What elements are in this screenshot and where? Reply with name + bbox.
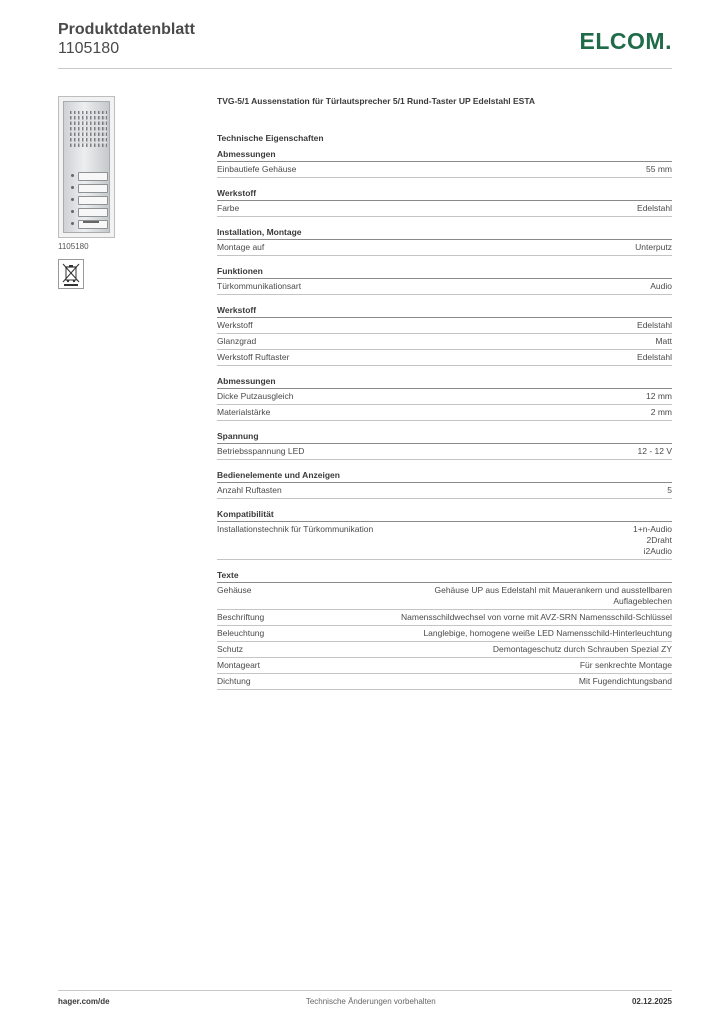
- texte-value: Demontageschutz durch Schrauben Spezial ZY: [492, 644, 672, 654]
- texte-value: Namensschildwechsel von vorne mit AVZ-SRN Namensschild-Schlüssel: [401, 612, 672, 622]
- spec-row: [217, 318, 672, 334]
- spec-row: [217, 162, 672, 178]
- spec-row: [217, 389, 672, 405]
- texte-label: Montageart: [217, 660, 260, 670]
- footer-website: hager.com/de: [58, 997, 110, 1006]
- spec-row: [217, 522, 672, 560]
- call-button: [78, 196, 108, 205]
- product-title: TVG-5/1 Aussenstation für Türlautsprecher 5/1 Rund-Taster UP Edelstahl ESTA: [217, 96, 536, 106]
- spec-group: [217, 188, 672, 217]
- spec-value: Edelstahl: [637, 320, 672, 330]
- spec-row: [217, 240, 672, 256]
- page-footer: [58, 997, 672, 1006]
- group-title: Bedienelemente und Anzeigen: [217, 470, 672, 483]
- footer-note: Technische Änderungen vorbehalten: [305, 997, 436, 1006]
- spec-value: Audio: [650, 281, 672, 291]
- spec-label: Einbautiefe Gehäuse: [217, 164, 297, 174]
- texte-value: Langlebige, homogene weiße LED Namensschild-Hinterleuchtung: [423, 628, 672, 638]
- product-image: [58, 96, 115, 238]
- spec-value: Edelstahl: [637, 352, 672, 362]
- weee-bin-icon: [58, 259, 84, 289]
- texte-label: Schutz: [217, 644, 243, 654]
- footer-divider: [58, 990, 672, 991]
- texte-label: Beschriftung: [217, 612, 265, 622]
- texte-label: Gehäuse: [217, 585, 252, 595]
- spec-value: Edelstahl: [637, 203, 672, 213]
- group-title: Spannung: [217, 431, 672, 444]
- group-title: Werkstoff: [217, 305, 672, 318]
- group-title: Installation, Montage: [217, 227, 672, 240]
- group-title: Texte: [217, 570, 672, 583]
- spec-row: [217, 279, 672, 295]
- spec-label: Materialstärke: [217, 407, 271, 417]
- spec-group: [217, 431, 672, 460]
- group-title: Abmessungen: [217, 376, 672, 389]
- spec-label: Installationstechnik für Türkommunikation: [217, 524, 374, 534]
- spec-label: Farbe: [217, 203, 240, 213]
- spec-group: [217, 266, 672, 295]
- spec-value: Unterputz: [635, 242, 672, 252]
- footer-date: 02.12.2025: [631, 997, 672, 1006]
- door-station-plate: [63, 101, 110, 233]
- spec-label: Werkstoff: [217, 320, 253, 330]
- texte-row: [217, 658, 672, 674]
- spec-group: [217, 376, 672, 421]
- spec-group: [217, 509, 672, 560]
- spec-label: Werkstoff Ruftaster: [217, 352, 290, 362]
- spec-value: 2 mm: [650, 407, 672, 417]
- texte-rows: [217, 583, 672, 690]
- spec-group: [217, 305, 672, 366]
- texte-group: [217, 570, 672, 690]
- group-title: Kompatibilität: [217, 509, 672, 522]
- spec-groups: [217, 149, 672, 560]
- spec-value: 12 - 12 V: [637, 446, 672, 456]
- spec-row: [217, 483, 672, 499]
- spec-value: 1+n-Audio 2Draht i2Audio: [633, 524, 672, 556]
- image-caption: 1105180: [58, 242, 89, 251]
- spec-label: Türkommunikationsart: [217, 281, 302, 291]
- section-heading: Technische Eigenschaften: [217, 133, 324, 143]
- texte-label: Dichtung: [217, 676, 251, 686]
- spec-label: Betriebsspannung LED: [217, 446, 305, 456]
- spec-value: 55 mm: [646, 164, 672, 174]
- call-button: [78, 184, 108, 193]
- spec-row: [217, 350, 672, 366]
- product-image-column: [58, 96, 216, 289]
- spec-label: Dicke Putzausgleich: [217, 391, 294, 401]
- spec-value: 12 mm: [646, 391, 672, 401]
- texte-label: Beleuchtung: [217, 628, 265, 638]
- texte-value: Gehäuse UP aus Edelstahl mit Mauerankern und ausstellbaren Auflageblechen: [434, 585, 672, 606]
- texte-row: [217, 674, 672, 690]
- texte-row: [217, 626, 672, 642]
- spec-row: [217, 444, 672, 460]
- spec-value: Matt: [655, 336, 672, 346]
- elcom-logo: ELCOM.: [579, 28, 672, 54]
- spec-group: [217, 149, 672, 178]
- spec-label: Montage auf: [217, 242, 265, 252]
- spec-row: [217, 334, 672, 350]
- spec-group: [217, 227, 672, 256]
- group-title: Werkstoff: [217, 188, 672, 201]
- spec-label: Glanzgrad: [217, 336, 257, 346]
- call-button: [78, 208, 108, 217]
- specification-content: [217, 96, 672, 700]
- spec-label: Anzahl Ruftasten: [217, 485, 282, 495]
- texte-value: Mit Fugendichtungsband: [578, 676, 672, 686]
- document-title: Produktdatenblatt: [58, 21, 195, 38]
- spec-group: [217, 470, 672, 499]
- texte-row: [217, 610, 672, 626]
- group-title: Abmessungen: [217, 149, 672, 162]
- call-button: [78, 172, 108, 181]
- texte-row: [217, 642, 672, 658]
- group-title: Funktionen: [217, 266, 672, 279]
- spec-row: [217, 201, 672, 217]
- texte-row: [217, 583, 672, 610]
- texte-value: Für senkrechte Montage: [579, 660, 672, 670]
- spec-value: 5: [667, 485, 672, 495]
- spec-row: [217, 405, 672, 421]
- header-divider: [58, 68, 672, 69]
- article-number: 1105180: [58, 40, 120, 57]
- document-header: [58, 20, 195, 58]
